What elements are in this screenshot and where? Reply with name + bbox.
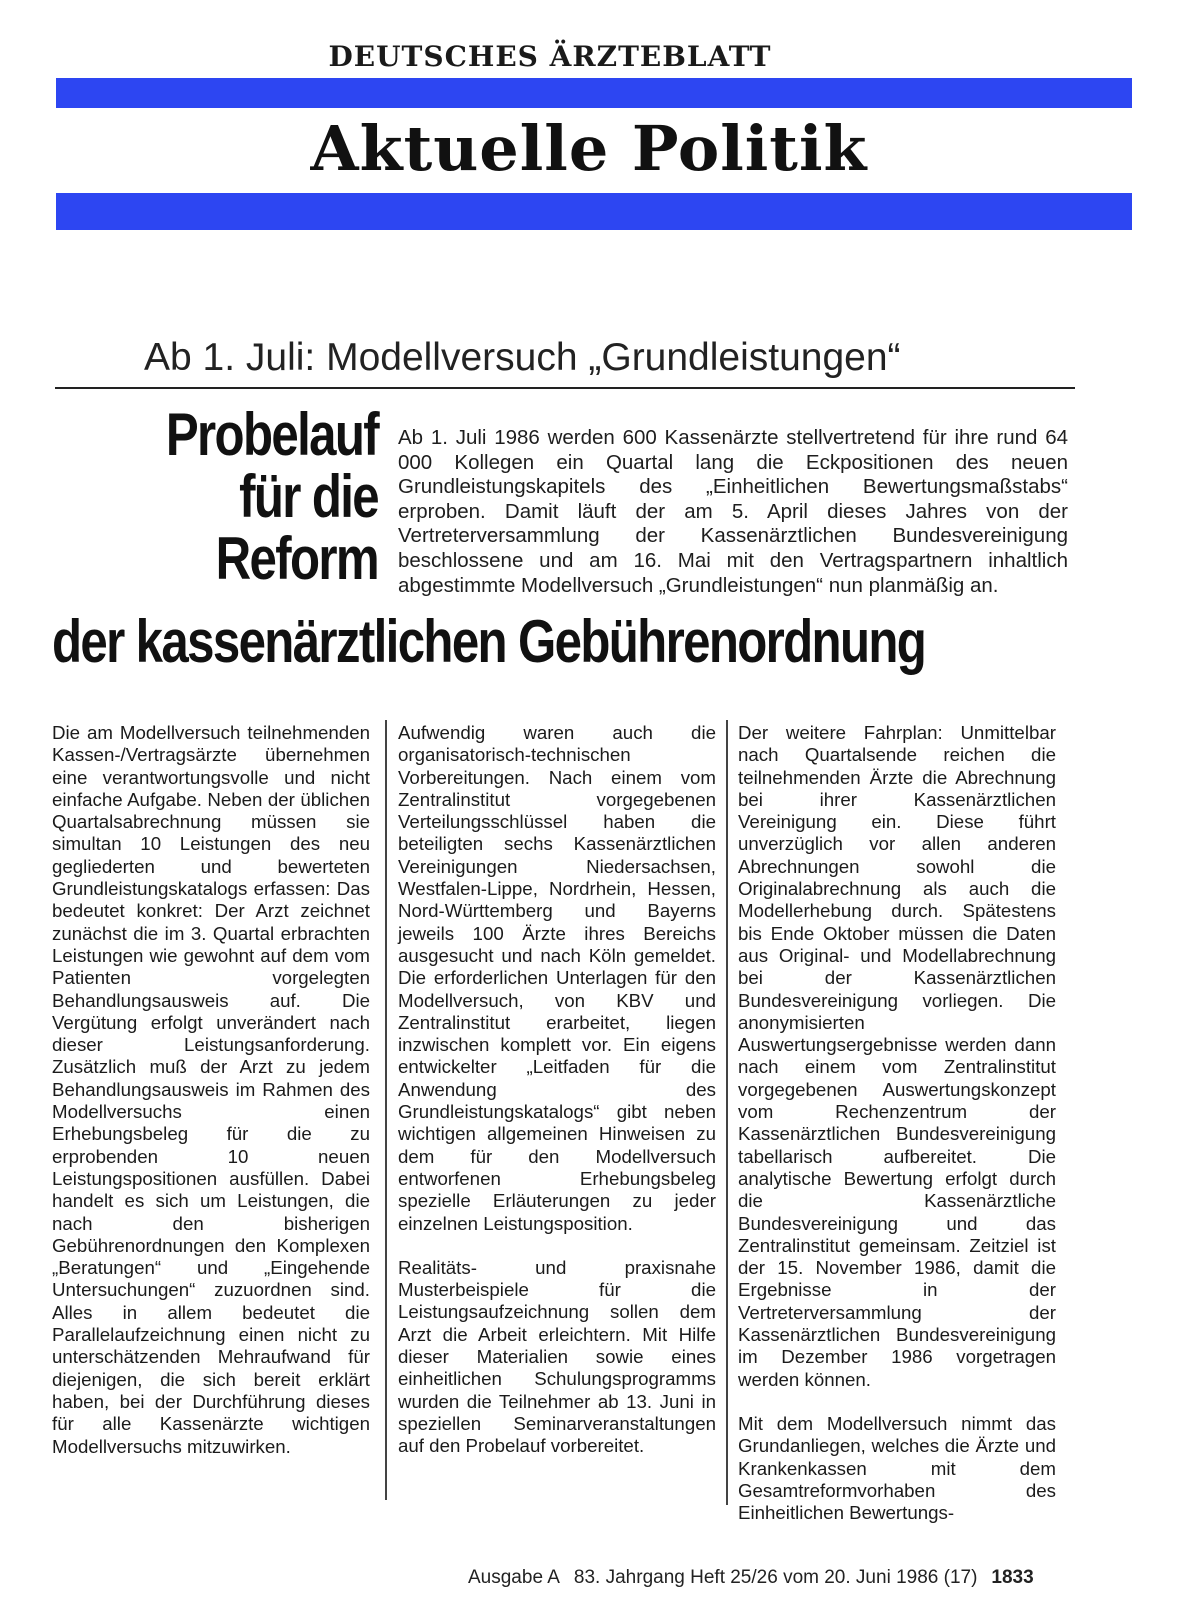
masthead: DEUTSCHES ÄRZTEBLATT [328, 40, 772, 73]
headline-line-4: der kassenärztlichen Gebührenordnung [52, 608, 926, 675]
paragraph: Realitäts- und praxisnahe Musterbeispiele für die Leistungsaufzeichnung sollen dem Arzt die Arbeit erleichtern. Mit Hilfe dieser Materialien sowie eines einheitlichen Schulungsprogramms wurden die Teilnehmer ab 13. Juni in speziellen Seminarveranstaltungen auf den Probelauf vorbereitet. [398, 1256, 716, 1457]
kicker-rule [55, 387, 1075, 389]
masthead-band-bottom [56, 193, 1132, 230]
footer-issue: 83. Jahrgang Heft 25/26 vom 20. Juni 1986 (17) [573, 1567, 978, 1588]
body-column-2 [398, 722, 716, 1480]
article-kicker: Ab 1. Juli: Modellversuch „Grundleistungen“ [144, 336, 901, 379]
paragraph: Aufwendig waren auch die organisatorisch-technischen Vorbereitungen. Nach einem vom Zentralinstitut vorgegebenen Verteilungsschlüssel haben die beteiligten sechs Kassenärztlichen Vereinigungen Niedersachsen, Westfalen-Lippe, Nordrhein, Hessen, Nord-Württemberg und Bayerns jeweils 100 Ärzte ihres Bereichs ausgesucht und nach Köln gemeldet. Die erforderlichen Unterlagen für den Modellversuch, von KBV und Zentralinstitut erarbeitet, liegen inzwischen komplett vor. Ein eigens entwickelter „Leitfaden für die Anwendung des Grundleistungskatalogs“ gibt neben wichtigen allgemeinen Hinweisen zu dem für den Modellversuch entworfenen Erhebungsbeleg spezielle Erläuterungen zu jeder einzelnen Leistungsposition. [398, 722, 716, 1234]
headline-line-1: Probelauf [165, 401, 378, 468]
page-footer [468, 1567, 1034, 1589]
section-title: Aktuelle Politik [310, 112, 868, 185]
body-column-3 [738, 722, 1056, 1546]
paragraph: Mit dem Modellversuch nimmt das Grundanliegen, welches die Ärzte und Krankenkassen mit dem Gesamtreformvorhaben des Einheitlichen Bewertungs- [738, 1412, 1056, 1524]
headline-line-2: für die [239, 463, 378, 530]
headline [158, 401, 378, 592]
paragraph: Der weitere Fahrplan: Unmittelbar nach Quartalsende reichen die teilnehmenden Ärzte die Abrechnung bei ihrer Kassenärztlichen Vereinigung ein. Diese führt unverzüglich vor allen anderen Abrechnungen sowohl die Originalabrechnung als auch die Modellerhebung durch. Spätestens bis Ende Oktober müssen die Daten aus Original- und Modellabrechnung bei der Kassenärztlichen Bundesvereinigung vorliegen. Die anonymisierten Auswertungsergebnisse werden dann nach einem vom Zentralinstitut vorgegebenen Auswertungskonzept vom Rechenzentrum der Kassenärztlichen Bundesvereinigung tabellarisch aufbereitet. Die analytische Bewertung erfolgt durch die Kassenärztliche Bundesvereinigung und das Zentralinstitut gemeinsam. Zeitziel ist der 15. November 1986, damit die Ergebnisse in der Vertreterversammlung der Kassenärztlichen Bundesvereinigung im Dezember 1986 vorgetragen werden können. [738, 722, 1056, 1390]
column-divider [385, 720, 387, 1500]
masthead-band-top [56, 78, 1132, 108]
page-number: 1833 [991, 1567, 1034, 1588]
body-column-1 [52, 722, 370, 1480]
paragraph: Die am Modellversuch teilnehmenden Kassen-/Vertragsärzte übernehmen eine verantwortungsvolle und nicht einfache Aufgabe. Neben der üblichen Quartalsabrechnung müssen sie simultan 10 Leistungen des neu gegliederten und bewerteten Grundleistungskatalogs erfassen: Das bedeutet konkret: Der Arzt zeichnet zunächst die im 3. Quartal erbrachten Leistungen wie gewohnt auf dem vom Patienten vorgelegten Behandlungsausweis auf. Die Vergütung erfolgt unverändert nach dieser Leistungsanforderung. Zusätzlich muß der Arzt zu jedem Behandlungsausweis im Rahmen des Modellversuchs einen Erhebungsbeleg für die zu erprobenden 10 neuen Leistungspositionen ausfüllen. Dabei handelt es sich um Leistungen, die nach den bisherigen Gebührenordnungen den Komplexen „Beratungen“ und „Eingehende Untersuchungen“ zuzuordnen sind. Alles in allem bedeutet die Parallelaufzeichnung einen nicht zu unterschätzenden Mehraufwand für diejenigen, die sich bereit erklärt haben, bei der Durchführung dieses für alle Kassenärzte wichtigen Modellversuchs mitzuwirken. [52, 722, 370, 1457]
column-divider [726, 720, 728, 1505]
article-lead: Ab 1. Juli 1986 werden 600 Kassenärzte stellvertretend für ihre rund 64 000 Kollegen ein Quartal lang die Eckpositionen des neuen Grundleistungskapitels des „Einheitlichen Bewertungsmaßstabs“ erproben. Damit läuft der am 5. April dieses Jahres von der Vertreterversammlung der Kassenärztlichen Bundesvereinigung beschlossene und am 16. Mai mit den Vertragspartnern inhaltlich abgestimmte Modellversuch „Grundleistungen“ nun planmäßig an. [398, 426, 1068, 597]
headline-line-3: Reform [215, 525, 378, 592]
footer-edition: Ausgabe A [468, 1567, 560, 1588]
